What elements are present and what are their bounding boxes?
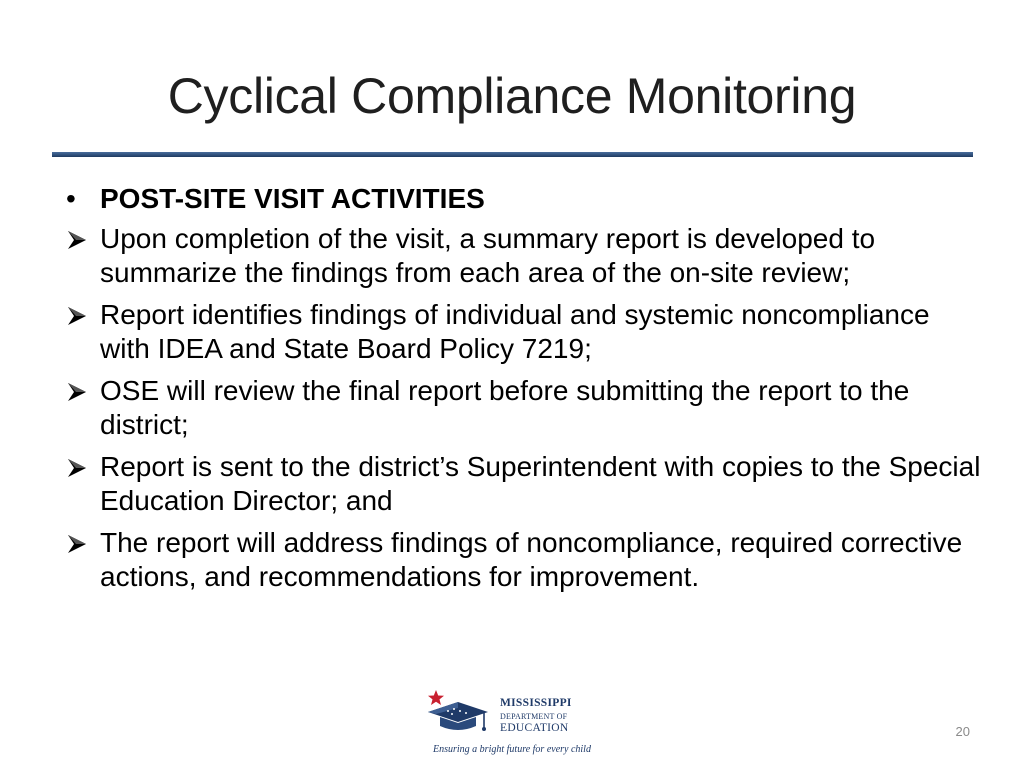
logo-tagline: Ensuring a bright future for every child: [433, 744, 591, 755]
arrow-bullet-icon: [66, 229, 88, 251]
list-item: [62, 450, 982, 518]
logo-line-3: EDUCATION: [500, 721, 569, 734]
list-item-text: The report will address findings of noncompliance, required corrective actions, and recommendations for improvement.: [100, 527, 963, 592]
arrow-bullet-icon: [66, 533, 88, 555]
section-heading: [62, 182, 982, 216]
title-divider: [52, 152, 973, 157]
list-item-text: Upon completion of the visit, a summary report is developed to summarize the findings from each area of the on-site review;: [100, 223, 876, 288]
mde-logo: [424, 688, 600, 760]
section-heading-text: POST-SITE VISIT ACTIVITIES: [100, 183, 485, 214]
page-number: 20: [955, 724, 970, 739]
list-item-text: Report is sent to the district’s Superintendent with copies to the Special Education Director; and: [100, 451, 981, 516]
arrow-bullet-icon: [66, 457, 88, 479]
logo-wordmark: [500, 698, 572, 734]
star-icon: [428, 690, 444, 705]
list-item-text: Report identifies findings of individual and systemic noncompliance with IDEA and State Board Policy 7219;: [100, 299, 930, 364]
list-item: [62, 526, 982, 594]
list-item: [62, 298, 982, 366]
slide-content: [62, 182, 982, 602]
list-item-text: OSE will review the final report before submitting the report to the district;: [100, 375, 910, 440]
list-item: [62, 222, 982, 290]
arrow-bullet-icon: [66, 381, 88, 403]
arrow-bullet-icon: [66, 305, 88, 327]
slide-title: Cyclical Compliance Monitoring: [167, 68, 857, 124]
logo-line-2: DEPARTMENT OF: [500, 711, 568, 721]
graduation-cap-icon: [424, 688, 490, 738]
logo-line-1: MISSISSIPPI: [500, 697, 572, 709]
bullet-icon: •: [66, 183, 76, 214]
list-item: [62, 374, 982, 442]
